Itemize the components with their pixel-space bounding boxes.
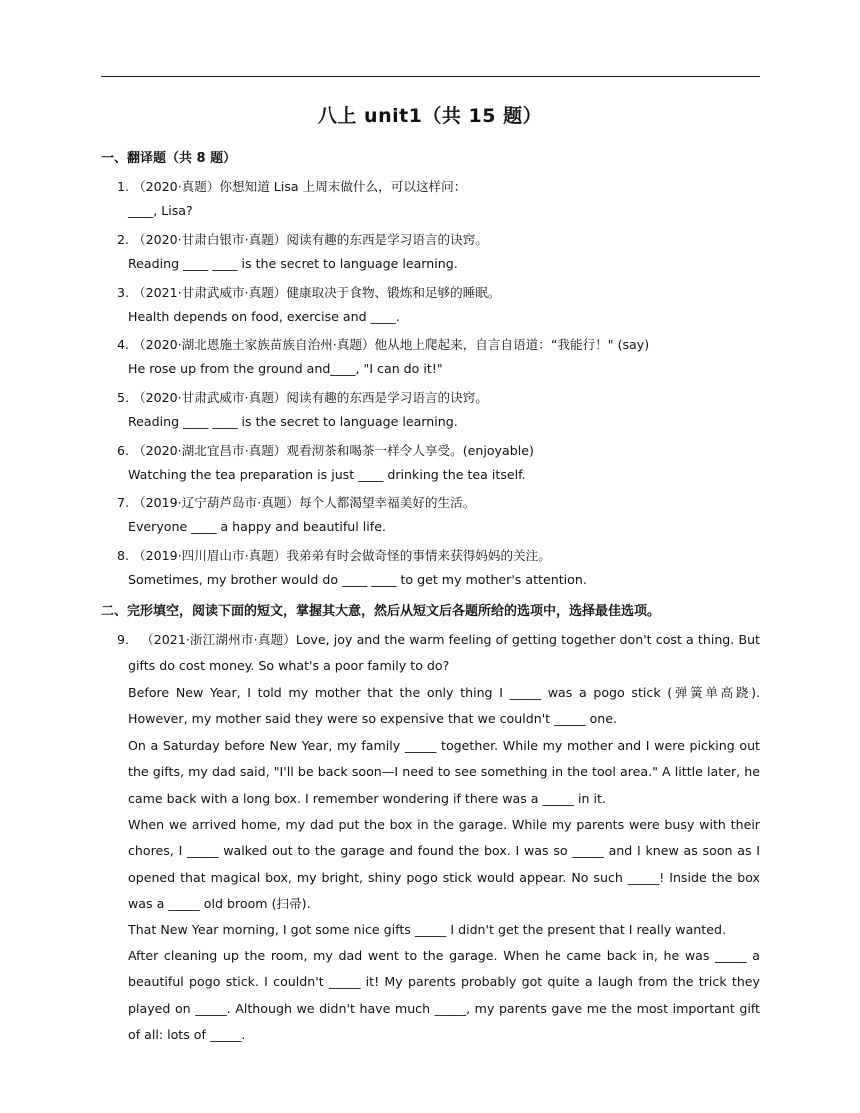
question-prompt: 8. （2019·四川眉山市·真题）我弟弟有时会做奇怪的事情来获得妈妈的关注。 bbox=[117, 548, 551, 563]
question-prompt: 7. （2019·辽宁葫芦岛市·真题）每个人都渴望幸福美好的生活。 bbox=[117, 495, 476, 510]
page-title: 八上 unit1（共 15 题） bbox=[317, 105, 543, 127]
passage-paragraph: When we arrived home, my dad put the box in the garage. While my parents were busy with their chores, I _____ walked out to the garage and found the box. I was so _____ and I knew as soon as I opened that magical box, my bright, shiny pogo stick would appear. No such _____! Inside the box was a _____ old broom (扫帚). bbox=[128, 817, 760, 911]
section-heading-cloze: 二、完形填空，阅读下面的短文，掌握其大意，然后从短文后各题所给的选项中，选择最佳选项。 bbox=[101, 604, 661, 619]
question-answer-line: Everyone ____ a happy and beautiful life. bbox=[128, 519, 386, 534]
passage-paragraph: Before New Year, I told my mother that the only thing I _____ was a pogo stick (弹簧单高跷). However, my mother said they were so expensive that we couldn't _____ one. bbox=[128, 685, 760, 727]
question-answer-line: Sometimes, my brother would do ____ ____ to get my mother's attention. bbox=[128, 572, 587, 587]
question-answer-line: Reading ____ ____ is the secret to language learning. bbox=[128, 256, 458, 271]
question-prompt: 3. （2021·甘肃武威市·真题）健康取决于食物、锻炼和足够的睡眠。 bbox=[117, 285, 501, 300]
header-rule bbox=[101, 76, 760, 77]
passage-paragraph: After cleaning up the room, my dad went to the garage. When he came back in, he was _____ a beautiful pogo stick. I couldn't _____ it! My parents probably got quite a laugh from the trick they played on _____. Although we didn't have much _____, my parents gave me the most important gift of all: lots of _____. bbox=[128, 948, 760, 1042]
question-answer-line: Reading ____ ____ is the secret to language learning. bbox=[128, 414, 458, 429]
question-answer-line: Watching the tea preparation is just ____ drinking the tea itself. bbox=[128, 467, 526, 482]
passage-paragraph: That New Year morning, I got some nice gifts _____ I didn't get the present that I really wanted. bbox=[128, 922, 726, 937]
question-prompt: 4. （2020·湖北恩施土家族苗族自治州·真题）他从地上爬起来，自言自语道：“我能行！" (say) bbox=[117, 337, 650, 352]
question-answer-line: Health depends on food, exercise and ____. bbox=[128, 309, 400, 324]
question-prompt: 1. （2020·真题）你想知道 Lisa 上周末做什么，可以这样问： bbox=[117, 179, 467, 194]
passage-paragraph: On a Saturday before New Year, my family _____ together. While my mother and I were picking out the gifts, my dad said, "I'll be back soon—I need to see something in the tool area." A little later, he came back with a long box. I remember wondering if there was a _____ in it. bbox=[128, 738, 760, 806]
passage-paragraph bbox=[117, 627, 760, 680]
question-prompt: 5. （2020·甘肃武威市·真题）阅读有趣的东西是学习语言的诀窍。 bbox=[117, 390, 488, 405]
question-prompt: 6. （2020·湖北宜昌市·真题）观看沏茶和喝茶一样令人享受。(enjoyable) bbox=[117, 443, 534, 458]
question-answer-line: He rose up from the ground and____, "I can do it!" bbox=[128, 361, 443, 376]
passage-intro: （2021·浙江湖州市·真题）Love, joy and the warm feeling of getting together don't cost a thing. But gifts do cost money. So what's a poor family to do? bbox=[128, 632, 760, 674]
question-answer-line: ____, Lisa? bbox=[128, 203, 193, 218]
question-number: 9. bbox=[117, 632, 130, 647]
section-heading-translation: 一、翻译题（共 8 题） bbox=[101, 151, 237, 166]
question-prompt: 2. （2020·甘肃白银市·真题）阅读有趣的东西是学习语言的诀窍。 bbox=[117, 232, 488, 247]
